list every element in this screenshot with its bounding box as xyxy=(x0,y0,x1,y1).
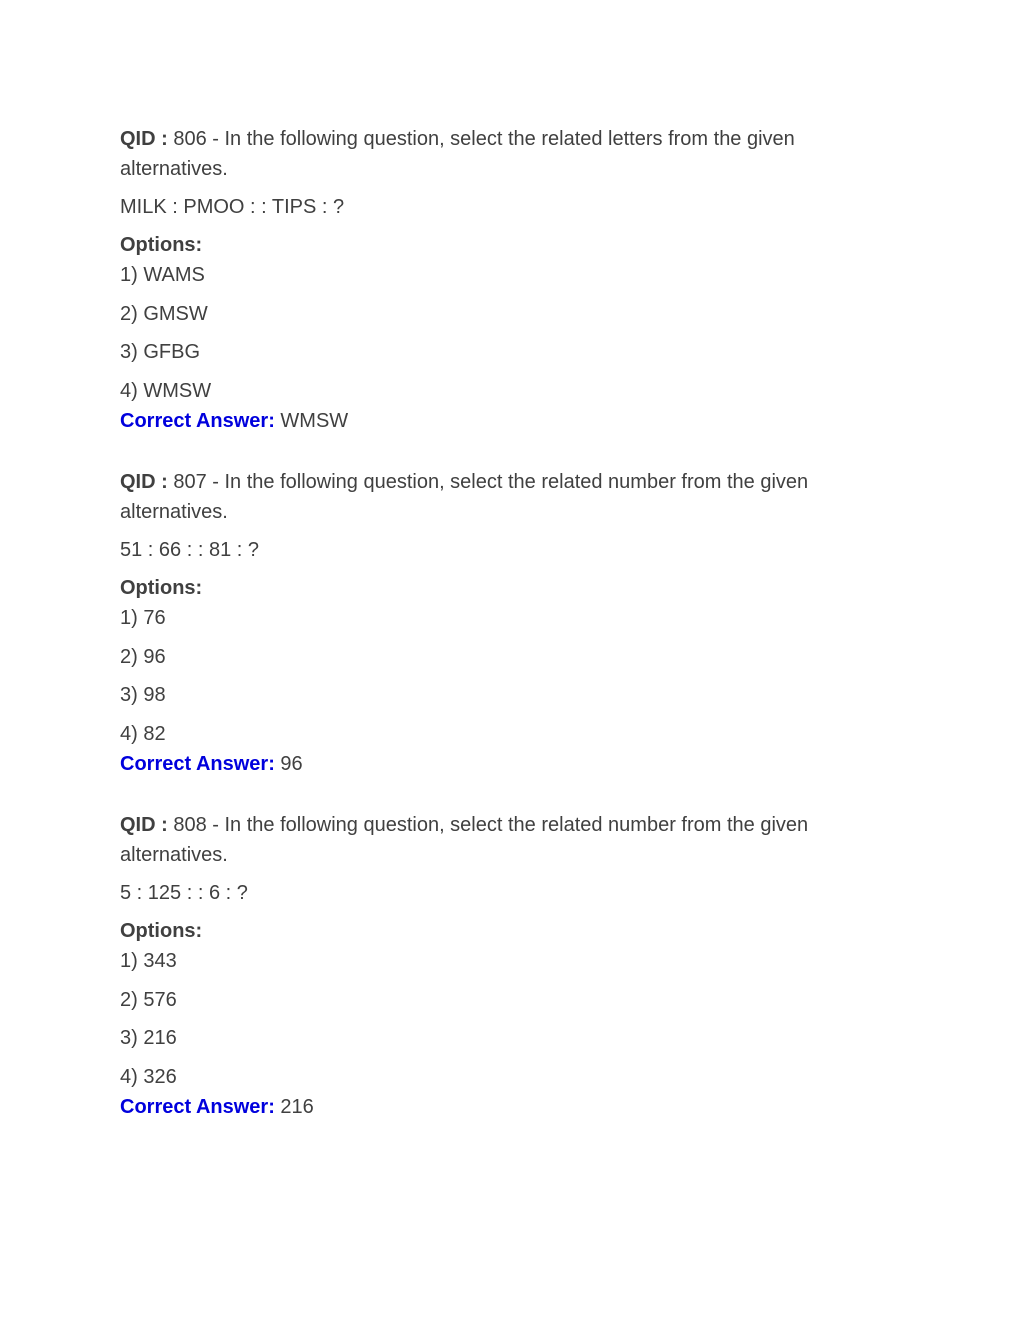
correct-answer xyxy=(120,1092,840,1122)
question-prompt: 51 : 66 : : 81 : ? xyxy=(120,539,259,561)
correct-answer xyxy=(120,406,840,436)
correct-answer-label: Correct Answer: xyxy=(120,1096,275,1119)
option-1: 1) 76 xyxy=(120,607,166,629)
correct-answer-value: 216 xyxy=(274,1096,314,1119)
question-heading xyxy=(120,810,840,870)
option-4: 4) WMSW xyxy=(120,380,212,403)
correct-answer-label: Correct Answer: xyxy=(120,753,275,776)
question-prompt: 5 : 125 : : 6 : ? xyxy=(120,882,248,904)
qid-label: QID : xyxy=(120,814,168,836)
option-2: 2) 576 xyxy=(120,988,177,1011)
options-list xyxy=(120,946,840,1092)
correct-answer-value: WMSW xyxy=(274,410,349,433)
options-title: Options: xyxy=(120,920,203,942)
question-heading xyxy=(120,124,840,184)
options-list xyxy=(120,260,840,406)
question-text: 806 - In the following question, select the related letters from the given alternatives. xyxy=(120,128,795,180)
correct-answer-value: 96 xyxy=(274,753,303,776)
option-3: 3) GFBG xyxy=(120,341,201,364)
option-3: 3) 98 xyxy=(120,684,166,707)
question-prompt: MILK : PMOO : : TIPS : ? xyxy=(120,196,345,218)
correct-answer-label: Correct Answer: xyxy=(120,410,275,433)
question-block-806 xyxy=(120,124,840,436)
option-2: 2) GMSW xyxy=(120,302,208,325)
question-text: 808 - In the following question, select the related number from the given alternatives. xyxy=(120,814,809,866)
question-block-807 xyxy=(120,467,840,779)
option-3: 3) 216 xyxy=(120,1027,177,1050)
correct-answer xyxy=(120,749,840,779)
qid-label: QID : xyxy=(120,471,168,493)
question-heading xyxy=(120,467,840,527)
qid-label: QID : xyxy=(120,128,168,150)
option-2: 2) 96 xyxy=(120,645,166,668)
option-1: 1) 343 xyxy=(120,950,177,972)
option-4: 4) 326 xyxy=(120,1066,177,1089)
options-title: Options: xyxy=(120,577,203,599)
question-block-808 xyxy=(120,810,840,1122)
options-list xyxy=(120,603,840,749)
options-title: Options: xyxy=(120,234,203,256)
question-text: 807 - In the following question, select the related number from the given alternatives. xyxy=(120,471,809,523)
option-4: 4) 82 xyxy=(120,723,166,746)
option-1: 1) WAMS xyxy=(120,264,205,286)
